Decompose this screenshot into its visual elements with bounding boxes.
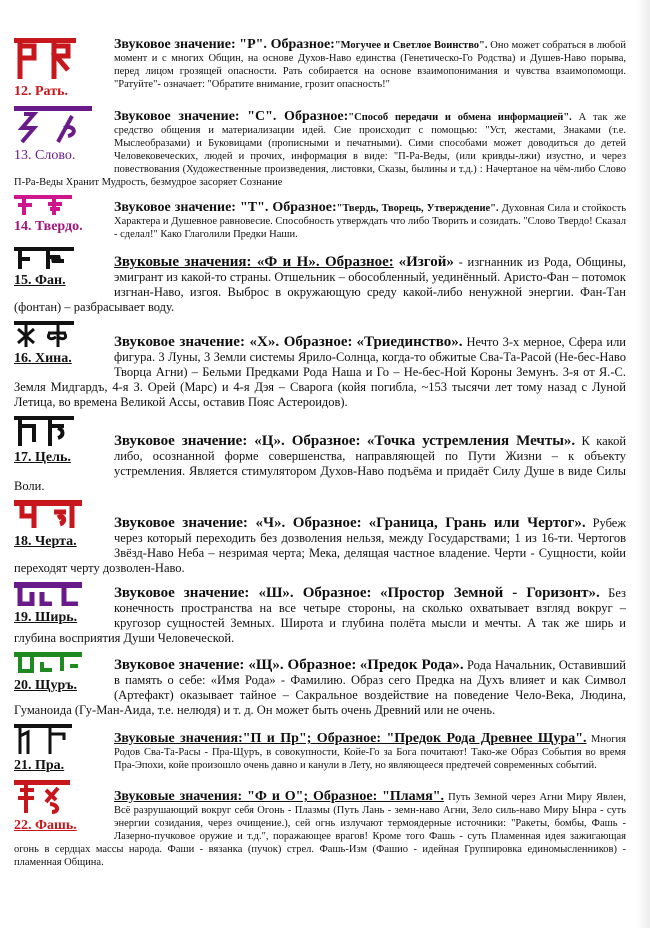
rune-pra-glyph-block (14, 724, 108, 774)
rune-label: 21. Пра. (14, 758, 65, 773)
rune-cherta-glyph-block (14, 500, 108, 550)
figurative-title: «Граница, Грань или Чертог». (368, 515, 586, 531)
rune-label: 12. Рать. (14, 84, 68, 99)
rune-shir-icon (14, 582, 84, 606)
figurative-title: «Триединство». (356, 334, 463, 350)
rune-description: Оно может собраться в любой момент и с многих Общин, на основе Духов-Наво единства (Генетическо-Го Родства) и Душев-Наво порыва, перед лицом грозящей опасности. Рать собирается на основе взаимопонимания и чувства взаимопомощи. "Ратуйте"- означает: "Обратите внимание, грозит опасность!" (114, 40, 626, 90)
rune-description: Многия Родов Сва-Та-Расы - Пра-Щуръ, в совокупности, Койе-Го за Бога почитают! Тако-же Образ События во время Пра-Эпохи, койе произошло очень давно и канули в Лету, но являющееся предтечей современных событий. (114, 734, 626, 771)
rune-slovo-icon (14, 106, 94, 144)
rune-entry-pra (14, 724, 626, 774)
rune-label: 19. Ширь. (14, 610, 78, 625)
rune-description: Без конечность пространства на все четыре стороны, на сколько охватывает взгляд вокруг – кругозор сущностей Земных. Широта и глубина полёта мысли и мечты. А так же ширь и глубина восприятия Души Человеческой. (14, 586, 626, 645)
figurative-title: «Точка устремления Мечты». (366, 433, 576, 449)
rune-label: 22. Фашь. (14, 818, 77, 833)
rune-fash-glyph-block (14, 780, 108, 834)
rune-shir-glyph-block (14, 582, 108, 626)
rune-entry-slovo (14, 106, 626, 189)
rune-fan-icon (14, 247, 76, 269)
figurative-title: "Способ передачи и обмена информацией". (348, 112, 572, 123)
rune-pra-icon (14, 724, 74, 754)
rune-slovo-glyph-block (14, 106, 108, 164)
figurative-title: "Твердь, Творець, Утверждение". (336, 203, 499, 214)
rune-rat-icon (14, 38, 84, 80)
sound-heading: Звуковое значение: "Р". Образное: (114, 37, 335, 52)
rune-rat-glyph-block (14, 38, 108, 100)
rune-schur-glyph-block (14, 652, 108, 694)
rune-entry-fash (14, 780, 626, 869)
rune-label: 18. Черта. (14, 534, 77, 549)
rune-label: 15. Фан. (14, 273, 66, 288)
rune-entry-shir (14, 582, 626, 646)
rune-entry-hina (14, 321, 626, 410)
rune-description: Путь Земной через Агни Миру Явлен, Всё разрушающий вокруг себя Огонь - Плазмы (Путь Лань - земн-наво Агни, Зело силь-наво Миру Ынра - суть энергии созидания, через очищение.), сей огнь излучают термоядерные источники: "Ракеты, бомбы, Фашь - Лазерно-пучковое оружие и т.д.", поражающее врагов! Кроме того Фашь - суть Пламенная идея зажигающая огонь в сердцах массы народа. Фаши - вязанка (пучок) стрел. Фашь-Изм (Фашио - идейная Группировка единомысленников) - пламенная Община. (14, 792, 626, 868)
rune-tverdo-glyph-block (14, 195, 108, 235)
sound-heading: Звуковое значение: «Ш». Образное: (114, 585, 372, 601)
sound-heading: Звуковое значение: «Ц». Образное: (114, 433, 361, 449)
rune-entry-schur (14, 652, 626, 718)
rune-tsel-glyph-block (14, 416, 108, 466)
rune-fan-glyph-block (14, 247, 108, 289)
figurative-title: «Простор Земной - Горизонт». (379, 585, 600, 601)
sound-heading: Звуковое значение: "Т". Образное: (114, 200, 337, 215)
rune-fash-icon (14, 780, 74, 814)
rune-description: Рубеж через который переходить без дозволения нельзя, между Государствами; 1 из 16-ти. Чертогов Звёзд-Наво Неба – незримая черта; Мека, делящая частное владение. Черти - Сущности, койи переходят черту дозволен-Наво. (14, 516, 626, 575)
sound-heading: Звуковое значение: "С". Образное: (114, 109, 349, 124)
sound-heading: Звуковое значение: «Ч». Образное: (114, 515, 362, 531)
rune-schur-icon (14, 652, 84, 674)
rune-description: Духовная Сила и стойкость Характера и Душевное равновесие. Способность утверждать что либо Творить и созидать. "Слово Твердо! Сказал - сделал!" Како Глаголили Предки Наши. (114, 203, 626, 240)
rune-entry-cherta (14, 500, 626, 576)
rune-label: 14. Твердо. (14, 219, 83, 234)
rune-entry-fan (14, 247, 626, 315)
rune-description: А так же средство общения и материализации идей. Сие происходит с помощью: "Уст, жестами, Знаками (т.е. Мыслеобразами) и Буковицами (прописными и печатными). Сими способами может доводиться до детей Человековеческих, людей и прочих, информация в виде: "П-Ра-Веды, (или кривды-лжи) изустно, и через повествования (Художественные произведения, листовки, Сказы, былины и т.д.) : Начертаное на чём-либо Слово П-Ра-Веды Хранит Мудрость, безмудрое засоряет Сознание (14, 112, 626, 188)
rune-entry-tsel (14, 416, 626, 494)
rune-cherta-icon (14, 500, 84, 530)
rune-description: - изгнанник из Рода, Общины, эмигрант из какой-то страны. Отшельник – обособленный, уединённый. Аристо-Фан – потомок изгнан-Наво, изгоя. Выброс в окружающую среду какой-либо ненужной энергии. Фан-Тан (фонтан) – разбрасывает воду. (14, 255, 627, 314)
sound-heading: Звуковое значение: «Х». Образное: (114, 334, 353, 350)
rune-label: 20. Щуръ. (14, 678, 77, 693)
rune-hina-glyph-block (14, 321, 108, 367)
rune-description: К какой либо, осознанной форме совершенства, направляющей по Пути Жизни – к объекту устремления. Является стимулятором Духов-Наво подъёма и придаёт Силу Душе в виде Силы Воли. (14, 434, 627, 493)
rune-label: 13. Слово. (14, 148, 76, 163)
rune-entry-rat (14, 38, 626, 100)
sound-heading: Звуковые значения: "Ф и О"; Образное: "Пламя". (114, 789, 445, 804)
sound-heading: Звуковые значения: «Ф и Н». Образное: (114, 254, 394, 270)
figurative-title: «Изгой» (398, 254, 454, 270)
sound-heading: Звуковые значения:"П и Пр"; Образное: "Предок Рода Древнее Щура". (114, 731, 587, 746)
sound-heading: Звуковое значение: «Щ». Образное: (114, 657, 357, 673)
rune-description: Нечто 3-х мерное, Сфера или фигура. 3 Луны, 3 Земли системы Ярило-Солнца, когда-то обжитые Сва-Та-Расой (Не-бес-Наво Творца Агни) – Бельми Предками Рода Наша и Го – Не-бес-Ной Короны Земунъ. 3-я от Я.-С. Земля Мидгардъ, 4-я З. Орей (Марс) и 4-я Дэя – Сварога (койя погибла, ~153 тысячи лет тому назад с Луной Летица, во времена Великой Ассы, оставив Пояс Астероидов). (14, 335, 626, 409)
figurative-title: "Могучее и Светлое Воинство". (334, 40, 488, 51)
rune-tverdo-icon (14, 195, 74, 215)
scan-edge (636, 0, 650, 928)
rune-label: 16. Хина. (14, 351, 72, 366)
figurative-title: «Предок Рода». (359, 657, 464, 673)
rune-tsel-icon (14, 416, 76, 446)
rune-hina-icon (14, 321, 76, 347)
rune-label: 17. Цель. (14, 450, 71, 465)
rune-entry-tverdo (14, 195, 626, 241)
rune-description: Рода Начальник, Оставивший в память о себе: «Имя Рода» - Фамилию. Образ сего Предка на Духъ влияет и как Символ (Артефакт) оказывает тайное – Сакральное воздействие на поведение Чело-Века, Людина, Гуманоида (Гу-Ман-Аида, т.е. нелюдя) и т. д. Он может быть очень Древний или не очень. (14, 658, 626, 717)
